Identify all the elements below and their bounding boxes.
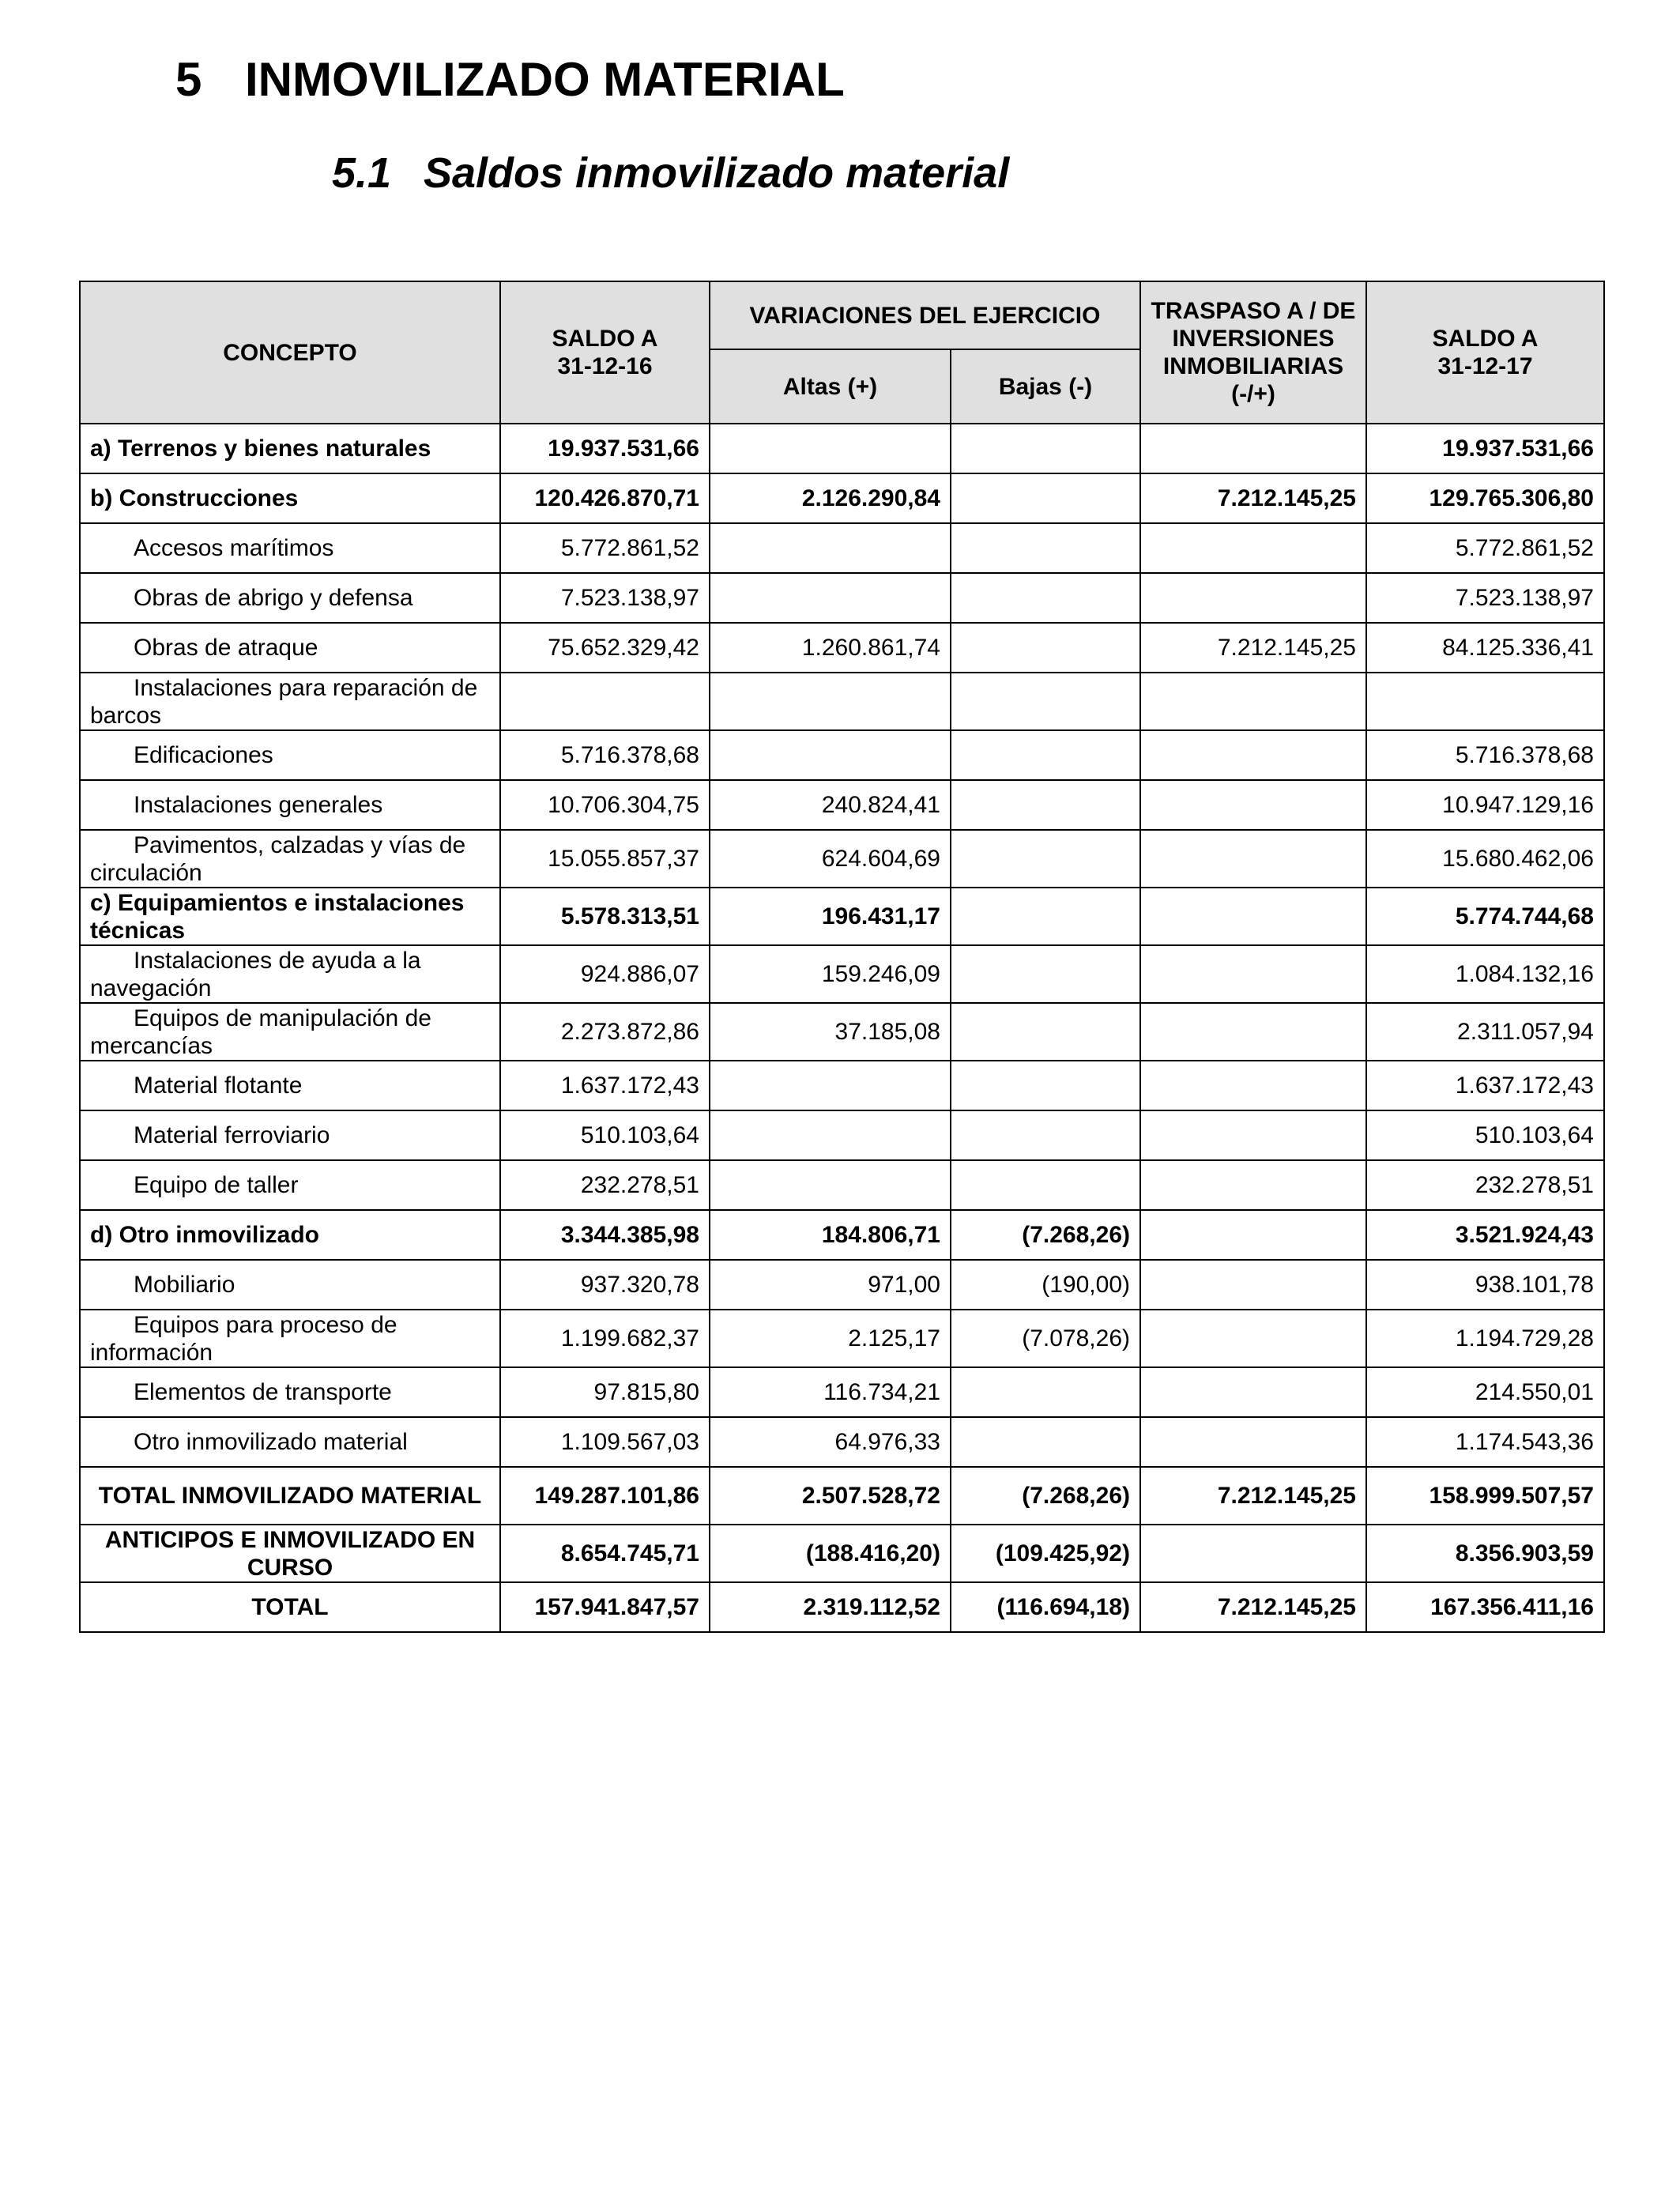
cell-bajas (951, 523, 1140, 573)
cell-saldo-inicial: 232.278,51 (500, 1160, 710, 1210)
cell-traspaso (1140, 523, 1366, 573)
table-row (80, 888, 1604, 945)
table-row (80, 730, 1604, 780)
cell-saldo-final: 10.947.129,16 (1366, 780, 1604, 830)
cell-altas (710, 1160, 951, 1210)
row-concepto: Elementos de transporte (80, 1367, 500, 1417)
section-title: INMOVILIZADO MATERIAL (245, 53, 845, 106)
cell-saldo-final: 19.937.531,66 (1366, 424, 1604, 473)
header-concepto: CONCEPTO (80, 281, 500, 424)
row-concepto: b) Construcciones (80, 473, 500, 523)
cell-traspaso (1140, 945, 1366, 1003)
cell-saldo-final: 5.774.744,68 (1366, 888, 1604, 945)
cell-bajas: (116.694,18) (951, 1582, 1140, 1632)
cell-traspaso (1140, 1417, 1366, 1467)
cell-saldo-final: 7.523.138,97 (1366, 573, 1604, 623)
cell-saldo-inicial: 157.941.847,57 (500, 1582, 710, 1632)
cell-altas: 2.319.112,52 (710, 1582, 951, 1632)
table-row (80, 1210, 1604, 1260)
row-concepto: Mobiliario (80, 1260, 500, 1310)
row-concepto: Equipo de taller (80, 1160, 500, 1210)
cell-saldo-final: 129.765.306,80 (1366, 473, 1604, 523)
cell-saldo-inicial: 510.103,64 (500, 1110, 710, 1160)
cell-altas: 64.976,33 (710, 1417, 951, 1467)
cell-traspaso (1140, 1210, 1366, 1260)
cell-altas: 2.126.290,84 (710, 473, 951, 523)
cell-traspaso: 7.212.145,25 (1140, 623, 1366, 673)
row-concepto: Otro inmovilizado material (80, 1417, 500, 1467)
table-row (80, 1582, 1604, 1632)
cell-saldo-inicial: 924.886,07 (500, 945, 710, 1003)
cell-saldo-final: 1.637.172,43 (1366, 1061, 1604, 1110)
cell-altas (710, 730, 951, 780)
cell-altas: 1.260.861,74 (710, 623, 951, 673)
cell-bajas: (109.425,92) (951, 1525, 1140, 1582)
cell-traspaso: 7.212.145,25 (1140, 473, 1366, 523)
cell-traspaso (1140, 1160, 1366, 1210)
cell-saldo-inicial: 1.199.682,37 (500, 1310, 710, 1367)
cell-traspaso: 7.212.145,25 (1140, 1467, 1366, 1525)
cell-altas: 196.431,17 (710, 888, 951, 945)
cell-saldo-inicial: 1.637.172,43 (500, 1061, 710, 1110)
cell-bajas (951, 1160, 1140, 1210)
cell-bajas (951, 1417, 1140, 1467)
row-concepto: Pavimentos, calzadas y vías de circulación (80, 830, 500, 888)
cell-saldo-inicial: 1.109.567,03 (500, 1417, 710, 1467)
table-row (80, 830, 1604, 888)
cell-bajas (951, 573, 1140, 623)
cell-bajas (951, 945, 1140, 1003)
section-number: 5 (175, 53, 202, 106)
cell-saldo-final: 214.550,01 (1366, 1367, 1604, 1417)
row-concepto: Accesos marítimos (80, 523, 500, 573)
cell-saldo-inicial: 5.716.378,68 (500, 730, 710, 780)
row-concepto: TOTAL (80, 1582, 500, 1632)
cell-altas: (188.416,20) (710, 1525, 951, 1582)
table-row (80, 573, 1604, 623)
cell-altas (710, 523, 951, 573)
cell-altas (710, 1061, 951, 1110)
table-row (80, 523, 1604, 573)
cell-saldo-inicial: 3.344.385,98 (500, 1210, 710, 1260)
header-altas: Altas (+) (710, 349, 951, 424)
table-row (80, 1525, 1604, 1582)
cell-bajas (951, 730, 1140, 780)
row-concepto: Material flotante (80, 1061, 500, 1110)
cell-saldo-inicial: 10.706.304,75 (500, 780, 710, 830)
cell-altas (710, 673, 951, 730)
cell-saldo-inicial: 7.523.138,97 (500, 573, 710, 623)
cell-altas: 184.806,71 (710, 1210, 951, 1260)
cell-bajas: (190,00) (951, 1260, 1140, 1310)
cell-saldo-inicial (500, 673, 710, 730)
row-concepto: TOTAL INMOVILIZADO MATERIAL (80, 1467, 500, 1525)
row-concepto: ANTICIPOS E INMOVILIZADO EN CURSO (80, 1525, 500, 1582)
cell-saldo-final: 510.103,64 (1366, 1110, 1604, 1160)
cell-bajas (951, 830, 1140, 888)
cell-bajas (951, 623, 1140, 673)
table-row (80, 945, 1604, 1003)
table-row (80, 1367, 1604, 1417)
subsection-heading (332, 149, 1009, 198)
cell-saldo-inicial: 8.654.745,71 (500, 1525, 710, 1582)
table-row (80, 1467, 1604, 1525)
cell-saldo-inicial: 5.578.313,51 (500, 888, 710, 945)
cell-saldo-final: 2.311.057,94 (1366, 1003, 1604, 1061)
cell-bajas (951, 780, 1140, 830)
cell-saldo-inicial: 97.815,80 (500, 1367, 710, 1417)
table-row (80, 473, 1604, 523)
cell-traspaso (1140, 1310, 1366, 1367)
cell-traspaso (1140, 673, 1366, 730)
cell-altas: 159.246,09 (710, 945, 951, 1003)
row-concepto: a) Terrenos y bienes naturales (80, 424, 500, 473)
header-traspaso: TRASPASO A / DE INVERSIONES INMOBILIARIAS (-/+) (1140, 281, 1366, 424)
cell-traspaso (1140, 1110, 1366, 1160)
cell-bajas (951, 424, 1140, 473)
cell-altas: 624.604,69 (710, 830, 951, 888)
cell-bajas (951, 473, 1140, 523)
cell-saldo-final: 232.278,51 (1366, 1160, 1604, 1210)
header-row (80, 281, 1604, 349)
table-row (80, 1310, 1604, 1367)
cell-altas (710, 424, 951, 473)
cell-traspaso (1140, 424, 1366, 473)
subsection-number: 5.1 (332, 149, 392, 197)
cell-saldo-inicial: 120.426.870,71 (500, 473, 710, 523)
section-heading (175, 52, 845, 107)
cell-traspaso (1140, 830, 1366, 888)
row-concepto: Instalaciones generales (80, 780, 500, 830)
cell-bajas (951, 1110, 1140, 1160)
table-row (80, 673, 1604, 730)
cell-saldo-final: 938.101,78 (1366, 1260, 1604, 1310)
cell-traspaso: 7.212.145,25 (1140, 1582, 1366, 1632)
cell-saldo-final (1366, 673, 1604, 730)
cell-traspaso (1140, 888, 1366, 945)
row-concepto: Obras de atraque (80, 623, 500, 673)
table-row (80, 1061, 1604, 1110)
table-row (80, 1260, 1604, 1310)
cell-traspaso (1140, 1260, 1366, 1310)
cell-saldo-inicial: 2.273.872,86 (500, 1003, 710, 1061)
cell-saldo-inicial: 149.287.101,86 (500, 1467, 710, 1525)
balance-table (79, 281, 1605, 1633)
cell-bajas (951, 888, 1140, 945)
cell-traspaso (1140, 780, 1366, 830)
cell-bajas: (7.268,26) (951, 1467, 1140, 1525)
cell-altas: 116.734,21 (710, 1367, 951, 1417)
cell-altas: 2.507.528,72 (710, 1467, 951, 1525)
cell-altas: 971,00 (710, 1260, 951, 1310)
cell-altas: 2.125,17 (710, 1310, 951, 1367)
row-concepto: c) Equipamientos e instalaciones técnicas (80, 888, 500, 945)
cell-altas (710, 573, 951, 623)
cell-saldo-final: 1.194.729,28 (1366, 1310, 1604, 1367)
row-concepto: Instalaciones para reparación de barcos (80, 673, 500, 730)
row-concepto: Equipos para proceso de información (80, 1310, 500, 1367)
row-concepto: Obras de abrigo y defensa (80, 573, 500, 623)
row-concepto: d) Otro inmovilizado (80, 1210, 500, 1260)
row-concepto: Material ferroviario (80, 1110, 500, 1160)
cell-bajas: (7.078,26) (951, 1310, 1140, 1367)
header-bajas: Bajas (-) (951, 349, 1140, 424)
cell-bajas: (7.268,26) (951, 1210, 1140, 1260)
row-concepto: Equipos de manipulación de mercancías (80, 1003, 500, 1061)
table-row (80, 780, 1604, 830)
cell-traspaso (1140, 1003, 1366, 1061)
table-row (80, 1003, 1604, 1061)
header-variaciones: VARIACIONES DEL EJERCICIO (710, 281, 1140, 349)
cell-saldo-final: 1.084.132,16 (1366, 945, 1604, 1003)
cell-bajas (951, 673, 1140, 730)
cell-saldo-final: 5.716.378,68 (1366, 730, 1604, 780)
cell-traspaso (1140, 1061, 1366, 1110)
cell-saldo-inicial: 937.320,78 (500, 1260, 710, 1310)
table-row (80, 623, 1604, 673)
cell-saldo-inicial: 5.772.861,52 (500, 523, 710, 573)
cell-saldo-final: 15.680.462,06 (1366, 830, 1604, 888)
cell-altas: 37.185,08 (710, 1003, 951, 1061)
cell-saldo-final: 5.772.861,52 (1366, 523, 1604, 573)
cell-saldo-inicial: 19.937.531,66 (500, 424, 710, 473)
cell-bajas (951, 1003, 1140, 1061)
cell-altas: 240.824,41 (710, 780, 951, 830)
table-body (80, 424, 1604, 1632)
table-row (80, 424, 1604, 473)
cell-saldo-final: 167.356.411,16 (1366, 1582, 1604, 1632)
subsection-title: Saldos inmovilizado material (424, 149, 1010, 197)
cell-saldo-final: 1.174.543,36 (1366, 1417, 1604, 1467)
cell-saldo-final: 84.125.336,41 (1366, 623, 1604, 673)
table-row (80, 1110, 1604, 1160)
cell-saldo-final: 8.356.903,59 (1366, 1525, 1604, 1582)
table-row (80, 1160, 1604, 1210)
cell-bajas (951, 1367, 1140, 1417)
cell-traspaso (1140, 1367, 1366, 1417)
cell-saldo-final: 3.521.924,43 (1366, 1210, 1604, 1260)
cell-saldo-final: 158.999.507,57 (1366, 1467, 1604, 1525)
cell-bajas (951, 1061, 1140, 1110)
row-concepto: Instalaciones de ayuda a la navegación (80, 945, 500, 1003)
cell-altas (710, 1110, 951, 1160)
cell-traspaso (1140, 573, 1366, 623)
cell-traspaso (1140, 730, 1366, 780)
table-row (80, 1417, 1604, 1467)
header-saldo-inicial: SALDO A 31-12-16 (500, 281, 710, 424)
cell-traspaso (1140, 1525, 1366, 1582)
cell-saldo-inicial: 15.055.857,37 (500, 830, 710, 888)
header-saldo-final: SALDO A 31-12-17 (1366, 281, 1604, 424)
row-concepto: Edificaciones (80, 730, 500, 780)
cell-saldo-inicial: 75.652.329,42 (500, 623, 710, 673)
